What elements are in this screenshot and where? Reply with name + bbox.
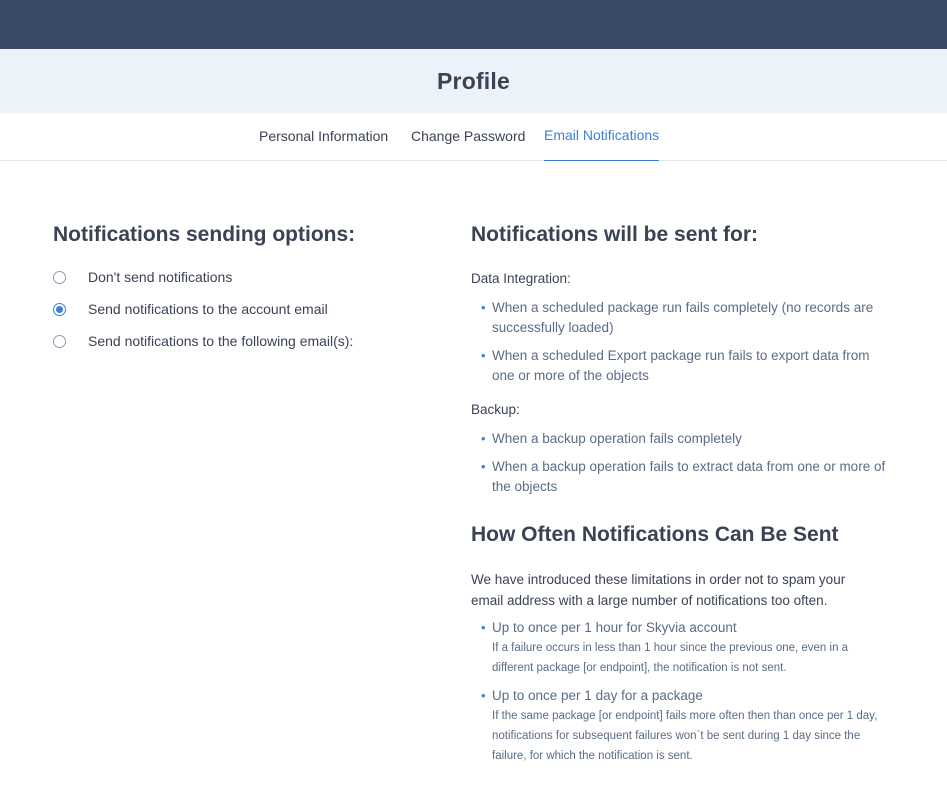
radio-following-emails[interactable] <box>53 333 354 349</box>
bullet-icon: • <box>481 688 486 703</box>
radio-label: Don't send notifications <box>88 269 233 285</box>
bullet-icon: • <box>481 459 486 474</box>
radio-button[interactable] <box>53 335 66 348</box>
radio-button[interactable] <box>53 271 66 284</box>
sending-options-heading: Notifications sending options: <box>53 223 356 246</box>
group-label-backup: Backup: <box>471 402 520 417</box>
sending-options-section <box>53 222 433 349</box>
frequency-heading: How Often Notifications Can Be Sent <box>471 523 839 546</box>
notifications-info-section <box>471 222 901 762</box>
bullet-icon: • <box>481 620 486 635</box>
tab-personal-information[interactable]: Personal Information <box>259 128 389 144</box>
radio-button-selected[interactable] <box>53 303 66 316</box>
tab-change-password[interactable]: Change Password <box>411 128 526 144</box>
bullet-icon: • <box>481 348 486 363</box>
top-navigation-bar <box>0 0 947 49</box>
list-item: • When a backup operation fails to extract data from one or more of the objects <box>481 459 886 494</box>
page-title: Profile <box>437 67 510 94</box>
sent-for-heading: Notifications will be sent for: <box>471 223 759 246</box>
group-label-data-integration: Data Integration: <box>471 271 571 286</box>
list-item: • When a backup operation fails completely <box>481 429 891 449</box>
list-item: • Up to once per 1 day for a package If the same package [or endpoint] fails more often then than once per 1 day, notifications for subsequent failures won`t be sent during 1 day since the failure, for which the notification is sent. <box>481 688 878 762</box>
list-item: • When a scheduled package run fails completely (no records are successfully loaded) <box>481 300 874 335</box>
bullet-icon: • <box>481 431 486 446</box>
radio-label: Send notifications to the account email <box>88 301 328 317</box>
bullet-icon: • <box>481 300 486 315</box>
frequency-intro: We have introduced these limitations in order not to spam your email address with a large number of notifications too often. <box>471 572 846 608</box>
list-item: • Up to once per 1 hour for Skyvia account If a failure occurs in less than 1 hour since the previous one, even in a different package [or endpoint], the notification is not sent. <box>481 620 849 674</box>
radio-dont-send[interactable] <box>53 269 233 285</box>
radio-label: Send notifications to the following email(s): <box>88 333 354 349</box>
tab-email-notifications[interactable]: Email Notifications <box>544 113 659 161</box>
profile-header <box>0 49 947 113</box>
profile-tabs <box>0 113 947 161</box>
list-item: • When a scheduled Export package run fails to export data from one or more of the objects <box>481 348 870 383</box>
radio-account-email[interactable] <box>53 301 328 317</box>
